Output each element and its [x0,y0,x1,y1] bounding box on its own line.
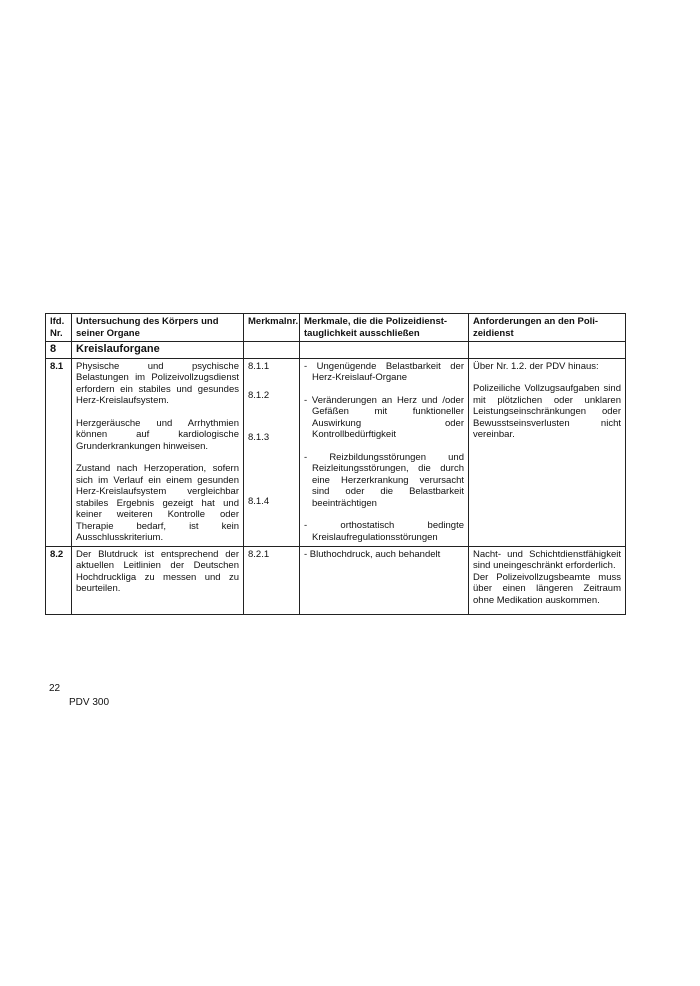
header-lfd-nr: lfd. Nr. [46,314,72,342]
row-anforderungen: Nacht- und Schichtdienstfähigkeit sind uneingeschränkt erforderlich. Der Polizeivollzugsbeamte muss über einen längeren Zeitraum ohne Medikation auskommen. [469,546,626,615]
page-number: 22 [49,683,61,694]
header-merkmale: Merkmale, die die Polizeidienst-tauglichkeit ausschließen [300,314,469,342]
row-number: 8.2 [46,546,72,615]
row-description: Der Blutdruck ist entsprechend der aktuellen Leitlinien der Deutschen Hochdruckliga zu messen und zu beurteilen. [72,546,244,615]
table-row [46,358,626,546]
row-merkmale: - Bluthochdruck, auch behandelt [300,546,469,615]
header-row [46,314,626,342]
section-title: Kreislauforgane [72,342,244,359]
header-merkmalnr: Merkmalnr. [244,314,300,342]
header-anforderungen: Anforderungen an den Poli-zeidienst [469,314,626,342]
row-description: Physische und psychische Belastungen im Polizeivollzugsdienst erfordern ein stabiles und gesundes Herz-Kreislaufsystem. Herzgeräusche und Arrhythmien können auf kardiologische Grunderkrankungen hinweisen. Zustand nach Herzoperation, sofern sich im Verlauf ein einem gesunden Herz-Kreislaufsystem vergleichbar stabiles Ergebnis gezeigt hat und keiner weiteren Kontrolle oder Therapie bedarf, ist kein Ausschlusskriterium. [72,358,244,546]
row-anforderungen: Über Nr. 1.2. der PDV hinaus: Polizeiliche Vollzugsaufgaben sind mit plötzlichen oder unklaren Leistungseinschränkungen oder Bewusstseinsverlusten nicht vereinbar. [469,358,626,546]
header-untersuchung: Untersuchung des Körpers und seiner Organe [72,314,244,342]
table-row [46,546,626,615]
row-merkmale: - Ungenügende Belastbarkeit der Herz-Kreislauf-Organe - Veränderungen an Herz und /oder Gefäßen mit funktioneller Auswirkung oder Kontrollbedürftigkeit - Reizbildungsstörungen und Reizleitungsstörungen, die durch eine Herzerkrankung verursacht sind oder die Belastbarkeit beeinträchtigen - orthostatisch bedingte Kreislaufregulationsstörungen [300,358,469,546]
section-number: 8 [46,342,72,359]
row-number: 8.1 [46,358,72,546]
section-row [46,342,626,359]
document-id: PDV 300 [69,697,110,708]
criteria-table [45,313,626,615]
row-merkmal-numbers: 8.2.1 [244,546,300,615]
row-merkmal-numbers: 8.1.1 8.1.2 8.1.3 8.1.4 [244,358,300,546]
